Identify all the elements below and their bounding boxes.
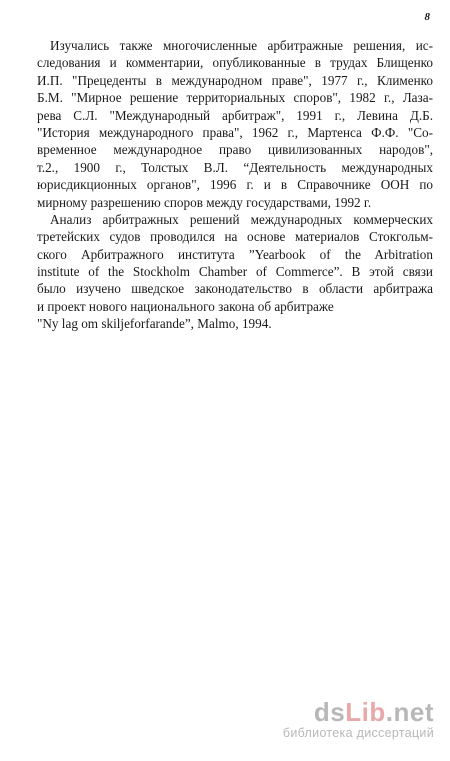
watermark [283, 699, 434, 741]
text-line: и проект нового национального закона об арбитраже [37, 298, 334, 314]
text-line: юрисдикционных органов", 1996 г. и в Справочнике ООН по [37, 177, 433, 193]
text-line: т.2., 1900 г., Толстых В.Л. “Деятельность международных [37, 159, 433, 175]
text-line: И.П. "Прецеденты в международном праве", 1977 г., Клименко [37, 72, 433, 88]
watermark-brand-main: Lib [345, 697, 386, 727]
paragraph [37, 211, 433, 333]
text-line: Анализ арбитражных решений международных коммерческих [50, 211, 433, 227]
text-line: "Ny lag om skiljeforfarande”, Malmo, 1994. [37, 316, 272, 332]
text-line: Изучались также многочисленные арбитражные решения, ис- [50, 38, 433, 53]
text-line: Б.М. "Мирное решение территориальных споров", 1982 г., Лаза- [37, 90, 433, 106]
text-line: institute of the Stockholm Chamber of Commerce”. В этой связи [37, 264, 433, 280]
text-line: третейских судов проводился на основе материалов Стокгольм- [37, 229, 433, 245]
watermark-brand-suffix: .net [385, 697, 434, 727]
watermark-tagline: библиотека диссертаций [282, 726, 434, 740]
page-number: 8 [424, 11, 430, 23]
text-line: "История международного права", 1962 г., Мартенса Ф.Ф. "Со- [37, 124, 433, 140]
watermark-brand-prefix: ds [313, 697, 346, 727]
text-line: временное международное право цивилизованных народов", [37, 142, 433, 158]
text-line: ского Арбитражного института ”Yearbook of the Arbitration [37, 246, 433, 262]
text-line: следования и комментарии, опубликованные в трудах Блищенко [37, 55, 433, 71]
document-body [37, 37, 433, 333]
paragraph [37, 37, 433, 211]
text-line: мирному разрешению споров между государствами, 1992 г. [37, 194, 372, 210]
text-line: было изучено шведское законодательство в области арбитража [37, 281, 433, 297]
text-line: рева С.Л. "Международный арбитраж", 1991 г., Левина Д.Б. [37, 107, 433, 123]
watermark-logo [283, 699, 434, 725]
